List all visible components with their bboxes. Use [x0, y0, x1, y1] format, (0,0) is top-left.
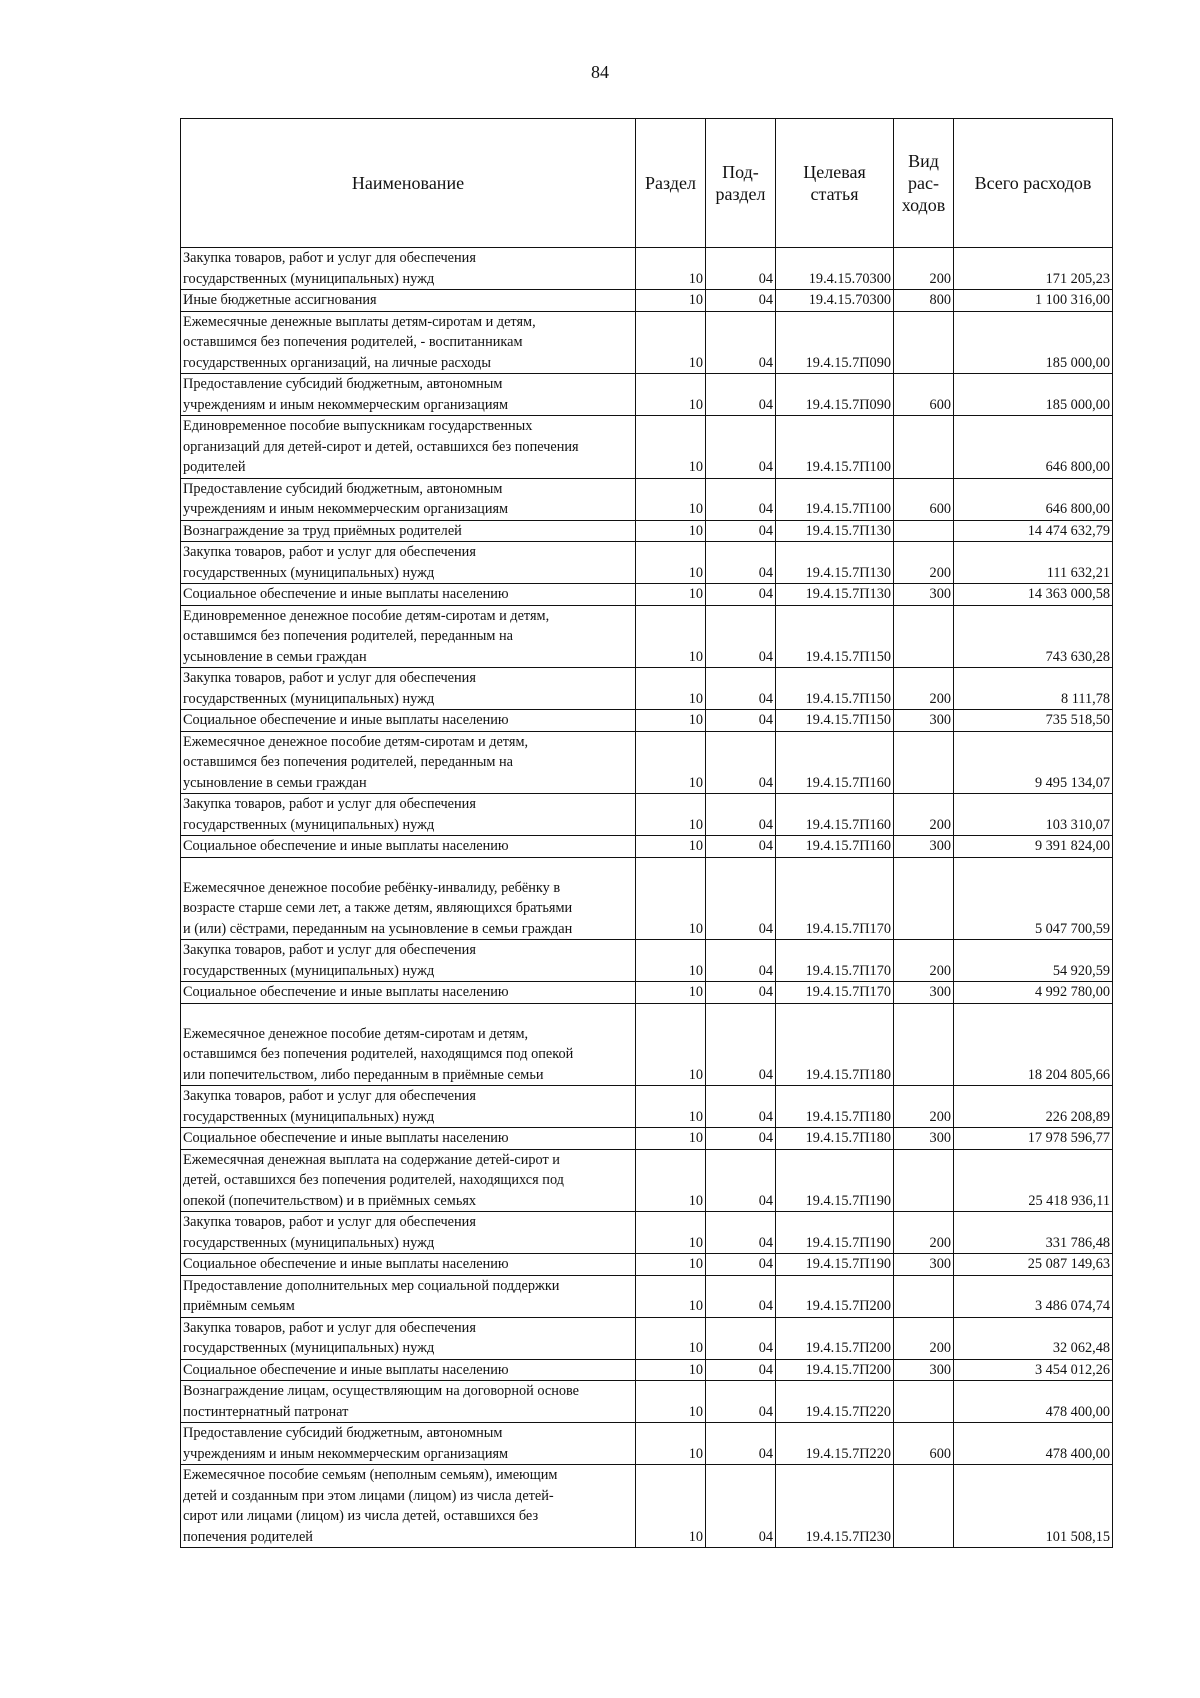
table-row	[181, 731, 1113, 794]
cell-celevaya: 19.4.15.7П200	[776, 1317, 894, 1359]
cell-razdel: 10	[636, 542, 706, 584]
cell-total: 111 632,21	[954, 542, 1113, 584]
cell-podrazdel: 04	[706, 1359, 776, 1381]
cell-vid	[894, 1003, 954, 1086]
cell-razdel: 10	[636, 794, 706, 836]
table-row	[181, 1465, 1113, 1548]
cell-vid: 800	[894, 290, 954, 312]
cell-razdel: 10	[636, 982, 706, 1004]
cell-razdel: 10	[636, 1003, 706, 1086]
cell-total: 25 087 149,63	[954, 1254, 1113, 1276]
cell-total: 4 992 780,00	[954, 982, 1113, 1004]
cell-total: 14 363 000,58	[954, 584, 1113, 606]
cell-vid: 300	[894, 1254, 954, 1276]
table-row	[181, 478, 1113, 520]
cell-podrazdel: 04	[706, 982, 776, 1004]
cell-celevaya: 19.4.15.7П130	[776, 542, 894, 584]
cell-total: 54 920,59	[954, 940, 1113, 982]
table-row	[181, 542, 1113, 584]
cell-total: 32 062,48	[954, 1317, 1113, 1359]
cell-name: Социальное обеспечение и иные выплаты населению	[181, 982, 636, 1004]
table-row	[181, 248, 1113, 290]
cell-vid	[894, 1275, 954, 1317]
cell-celevaya: 19.4.15.7П100	[776, 478, 894, 520]
table-row	[181, 416, 1113, 479]
table-row	[181, 1381, 1113, 1423]
cell-vid: 200	[894, 1212, 954, 1254]
cell-name: Закупка товаров, работ и услуг для обеспечения государственных (муниципальных) нужд	[181, 542, 636, 584]
cell-celevaya: 19.4.15.7П200	[776, 1359, 894, 1381]
cell-celevaya: 19.4.15.7П090	[776, 374, 894, 416]
table-row	[181, 1149, 1113, 1212]
header-celevaya: Целевая статья	[776, 119, 894, 248]
cell-name: Закупка товаров, работ и услуг для обеспечения государственных (муниципальных) нужд	[181, 248, 636, 290]
cell-podrazdel: 04	[706, 857, 776, 940]
cell-podrazdel: 04	[706, 1149, 776, 1212]
cell-podrazdel: 04	[706, 290, 776, 312]
cell-vid	[894, 605, 954, 668]
cell-celevaya: 19.4.15.7П150	[776, 668, 894, 710]
header-total: Всего расходов	[954, 119, 1113, 248]
cell-celevaya: 19.4.15.7П230	[776, 1465, 894, 1548]
cell-podrazdel: 04	[706, 584, 776, 606]
table-row	[181, 940, 1113, 982]
table-row	[181, 1275, 1113, 1317]
cell-vid	[894, 1465, 954, 1548]
table-row	[181, 1359, 1113, 1381]
cell-total: 735 518,50	[954, 710, 1113, 732]
table-row	[181, 311, 1113, 374]
cell-vid	[894, 731, 954, 794]
cell-razdel: 10	[636, 1423, 706, 1465]
cell-name: Социальное обеспечение и иные выплаты населению	[181, 1128, 636, 1150]
cell-vid	[894, 311, 954, 374]
cell-total: 646 800,00	[954, 478, 1113, 520]
cell-vid: 300	[894, 584, 954, 606]
cell-razdel: 10	[636, 857, 706, 940]
cell-vid: 200	[894, 1086, 954, 1128]
cell-razdel: 10	[636, 1128, 706, 1150]
cell-total: 743 630,28	[954, 605, 1113, 668]
cell-celevaya: 19.4.15.7П150	[776, 710, 894, 732]
cell-name: Ежемесячное денежное пособие ребёнку-инвалиду, ребёнку в возрасте старше семи лет, а также детям, являющихся братьями и (или) сёстрами, переданным на усыновление в семьи граждан	[181, 857, 636, 940]
cell-podrazdel: 04	[706, 1423, 776, 1465]
cell-celevaya: 19.4.15.7П220	[776, 1381, 894, 1423]
cell-razdel: 10	[636, 940, 706, 982]
cell-vid: 300	[894, 982, 954, 1004]
cell-name: Социальное обеспечение и иные выплаты населению	[181, 836, 636, 858]
cell-total: 3 454 012,26	[954, 1359, 1113, 1381]
table-row	[181, 710, 1113, 732]
header-vid: Вид рас- ходов	[894, 119, 954, 248]
table-row	[181, 1128, 1113, 1150]
table-row	[181, 1003, 1113, 1086]
cell-total: 25 418 936,11	[954, 1149, 1113, 1212]
cell-total: 14 474 632,79	[954, 520, 1113, 542]
cell-podrazdel: 04	[706, 1381, 776, 1423]
table-row	[181, 1254, 1113, 1276]
cell-podrazdel: 04	[706, 478, 776, 520]
cell-total: 478 400,00	[954, 1423, 1113, 1465]
cell-podrazdel: 04	[706, 311, 776, 374]
table-row	[181, 982, 1113, 1004]
cell-podrazdel: 04	[706, 1128, 776, 1150]
table-row	[181, 836, 1113, 858]
cell-total: 17 978 596,77	[954, 1128, 1113, 1150]
cell-podrazdel: 04	[706, 794, 776, 836]
cell-celevaya: 19.4.15.7П220	[776, 1423, 894, 1465]
cell-razdel: 10	[636, 1149, 706, 1212]
cell-podrazdel: 04	[706, 710, 776, 732]
cell-name: Закупка товаров, работ и услуг для обеспечения государственных (муниципальных) нужд	[181, 1317, 636, 1359]
cell-vid: 300	[894, 1359, 954, 1381]
cell-razdel: 10	[636, 520, 706, 542]
cell-celevaya: 19.4.15.7П190	[776, 1254, 894, 1276]
cell-vid: 300	[894, 710, 954, 732]
cell-name: Предоставление субсидий бюджетным, автономным учреждениям и иным некоммерческим организациям	[181, 1423, 636, 1465]
cell-name: Закупка товаров, работ и услуг для обеспечения государственных (муниципальных) нужд	[181, 668, 636, 710]
cell-celevaya: 19.4.15.7П160	[776, 731, 894, 794]
cell-celevaya: 19.4.15.7П180	[776, 1128, 894, 1150]
cell-total: 478 400,00	[954, 1381, 1113, 1423]
cell-name: Вознаграждение лицам, осуществляющим на договорной основе постинтернатный патронат	[181, 1381, 636, 1423]
cell-name: Иные бюджетные ассигнования	[181, 290, 636, 312]
cell-celevaya: 19.4.15.7П170	[776, 940, 894, 982]
table-row	[181, 605, 1113, 668]
cell-celevaya: 19.4.15.7П200	[776, 1275, 894, 1317]
cell-celevaya: 19.4.15.7П170	[776, 982, 894, 1004]
cell-razdel: 10	[636, 1317, 706, 1359]
cell-total: 171 205,23	[954, 248, 1113, 290]
cell-podrazdel: 04	[706, 1317, 776, 1359]
table-row	[181, 1317, 1113, 1359]
cell-vid	[894, 520, 954, 542]
cell-podrazdel: 04	[706, 1086, 776, 1128]
cell-name: Социальное обеспечение и иные выплаты населению	[181, 584, 636, 606]
cell-razdel: 10	[636, 1381, 706, 1423]
cell-razdel: 10	[636, 731, 706, 794]
cell-celevaya: 19.4.15.7П130	[776, 584, 894, 606]
cell-podrazdel: 04	[706, 1465, 776, 1548]
budget-table	[180, 118, 1113, 1548]
cell-razdel: 10	[636, 1359, 706, 1381]
cell-razdel: 10	[636, 710, 706, 732]
cell-name: Социальное обеспечение и иные выплаты населению	[181, 710, 636, 732]
page-number: 84	[591, 62, 609, 82]
table-row	[181, 290, 1113, 312]
cell-total: 9 391 824,00	[954, 836, 1113, 858]
cell-name: Предоставление субсидий бюджетным, автономным учреждениям и иным некоммерческим организациям	[181, 478, 636, 520]
cell-podrazdel: 04	[706, 940, 776, 982]
cell-razdel: 10	[636, 1465, 706, 1548]
cell-razdel: 10	[636, 836, 706, 858]
cell-vid: 200	[894, 1317, 954, 1359]
cell-razdel: 10	[636, 584, 706, 606]
cell-celevaya: 19.4.15.70300	[776, 248, 894, 290]
cell-podrazdel: 04	[706, 416, 776, 479]
table-row	[181, 857, 1113, 940]
cell-vid	[894, 857, 954, 940]
cell-celevaya: 19.4.15.7П190	[776, 1149, 894, 1212]
cell-vid: 600	[894, 374, 954, 416]
cell-celevaya: 19.4.15.7П130	[776, 520, 894, 542]
cell-razdel: 10	[636, 1212, 706, 1254]
cell-vid: 600	[894, 1423, 954, 1465]
cell-total: 226 208,89	[954, 1086, 1113, 1128]
cell-razdel: 10	[636, 374, 706, 416]
cell-razdel: 10	[636, 478, 706, 520]
table-row	[181, 520, 1113, 542]
cell-total: 1 100 316,00	[954, 290, 1113, 312]
cell-total: 9 495 134,07	[954, 731, 1113, 794]
cell-name: Предоставление субсидий бюджетным, автономным учреждениям и иным некоммерческим организациям	[181, 374, 636, 416]
cell-celevaya: 19.4.15.7П160	[776, 836, 894, 858]
table-row	[181, 1086, 1113, 1128]
cell-name: Социальное обеспечение и иные выплаты населению	[181, 1359, 636, 1381]
cell-podrazdel: 04	[706, 605, 776, 668]
cell-razdel: 10	[636, 1086, 706, 1128]
cell-name: Закупка товаров, работ и услуг для обеспечения государственных (муниципальных) нужд	[181, 940, 636, 982]
cell-total: 8 111,78	[954, 668, 1113, 710]
cell-podrazdel: 04	[706, 836, 776, 858]
table-row	[181, 584, 1113, 606]
cell-name: Ежемесячное пособие семьям (неполным семьям), имеющим детей и созданным при этом лицами (лицом) из числа детей- сирот или лицами (лицом) из числа детей, оставшихся без попечения родителей	[181, 1465, 636, 1548]
cell-podrazdel: 04	[706, 520, 776, 542]
cell-total: 101 508,15	[954, 1465, 1113, 1548]
cell-total: 185 000,00	[954, 374, 1113, 416]
cell-razdel: 10	[636, 1254, 706, 1276]
cell-celevaya: 19.4.15.70300	[776, 290, 894, 312]
cell-vid	[894, 416, 954, 479]
cell-podrazdel: 04	[706, 248, 776, 290]
cell-vid: 200	[894, 248, 954, 290]
cell-total: 331 786,48	[954, 1212, 1113, 1254]
table-row	[181, 1212, 1113, 1254]
cell-name: Социальное обеспечение и иные выплаты населению	[181, 1254, 636, 1276]
cell-name: Единовременное пособие выпускникам государственных организаций для детей-сирот и детей, оставшихся без попечения родителей	[181, 416, 636, 479]
cell-name: Единовременное денежное пособие детям-сиротам и детям, оставшимся без попечения родителей, переданным на усыновление в семьи граждан	[181, 605, 636, 668]
cell-total: 646 800,00	[954, 416, 1113, 479]
cell-vid: 600	[894, 478, 954, 520]
table-row	[181, 794, 1113, 836]
cell-vid: 300	[894, 836, 954, 858]
cell-vid: 200	[894, 668, 954, 710]
cell-celevaya: 19.4.15.7П100	[776, 416, 894, 479]
cell-vid: 200	[894, 542, 954, 584]
cell-razdel: 10	[636, 248, 706, 290]
cell-razdel: 10	[636, 668, 706, 710]
cell-podrazdel: 04	[706, 1212, 776, 1254]
cell-total: 103 310,07	[954, 794, 1113, 836]
cell-podrazdel: 04	[706, 1003, 776, 1086]
header-razdel: Раздел	[636, 119, 706, 248]
cell-celevaya: 19.4.15.7П180	[776, 1003, 894, 1086]
cell-podrazdel: 04	[706, 668, 776, 710]
cell-celevaya: 19.4.15.7П160	[776, 794, 894, 836]
cell-name: Закупка товаров, работ и услуг для обеспечения государственных (муниципальных) нужд	[181, 794, 636, 836]
cell-name: Закупка товаров, работ и услуг для обеспечения государственных (муниципальных) нужд	[181, 1086, 636, 1128]
cell-celevaya: 19.4.15.7П150	[776, 605, 894, 668]
table-row	[181, 374, 1113, 416]
cell-celevaya: 19.4.15.7П180	[776, 1086, 894, 1128]
cell-razdel: 10	[636, 1275, 706, 1317]
cell-vid	[894, 1149, 954, 1212]
cell-name: Ежемесячное денежное пособие детям-сиротам и детям, оставшимся без попечения родителей, находящимся под опекой или попечительством, либо переданным в приёмные семьи	[181, 1003, 636, 1086]
cell-name: Вознаграждение за труд приёмных родителей	[181, 520, 636, 542]
cell-name: Предоставление дополнительных мер социальной поддержки приёмным семьям	[181, 1275, 636, 1317]
cell-total: 18 204 805,66	[954, 1003, 1113, 1086]
cell-podrazdel: 04	[706, 542, 776, 584]
cell-podrazdel: 04	[706, 1254, 776, 1276]
cell-vid: 300	[894, 1128, 954, 1150]
cell-name: Ежемесячная денежная выплата на содержание детей-сирот и детей, оставшихся без попечения родителей, находящихся под опекой (попечительством) и в приёмных семьях	[181, 1149, 636, 1212]
header-name: Наименование	[181, 119, 636, 248]
cell-celevaya: 19.4.15.7П170	[776, 857, 894, 940]
header-podrazdel: Под- раздел	[706, 119, 776, 248]
cell-podrazdel: 04	[706, 731, 776, 794]
table-header-row	[181, 119, 1113, 248]
cell-celevaya: 19.4.15.7П090	[776, 311, 894, 374]
table-row	[181, 668, 1113, 710]
cell-razdel: 10	[636, 605, 706, 668]
cell-vid: 200	[894, 794, 954, 836]
cell-name: Закупка товаров, работ и услуг для обеспечения государственных (муниципальных) нужд	[181, 1212, 636, 1254]
cell-podrazdel: 04	[706, 1275, 776, 1317]
cell-vid: 200	[894, 940, 954, 982]
cell-total: 185 000,00	[954, 311, 1113, 374]
cell-podrazdel: 04	[706, 374, 776, 416]
cell-name: Ежемесячные денежные выплаты детям-сиротам и детям, оставшимся без попечения родителей, - воспитанникам государственных организаций, на личные расходы	[181, 311, 636, 374]
cell-celevaya: 19.4.15.7П190	[776, 1212, 894, 1254]
cell-razdel: 10	[636, 290, 706, 312]
cell-total: 5 047 700,59	[954, 857, 1113, 940]
cell-name: Ежемесячное денежное пособие детям-сиротам и детям, оставшимся без попечения родителей, переданным на усыновление в семьи граждан	[181, 731, 636, 794]
table-row	[181, 1423, 1113, 1465]
cell-razdel: 10	[636, 311, 706, 374]
cell-total: 3 486 074,74	[954, 1275, 1113, 1317]
cell-vid	[894, 1381, 954, 1423]
cell-razdel: 10	[636, 416, 706, 479]
